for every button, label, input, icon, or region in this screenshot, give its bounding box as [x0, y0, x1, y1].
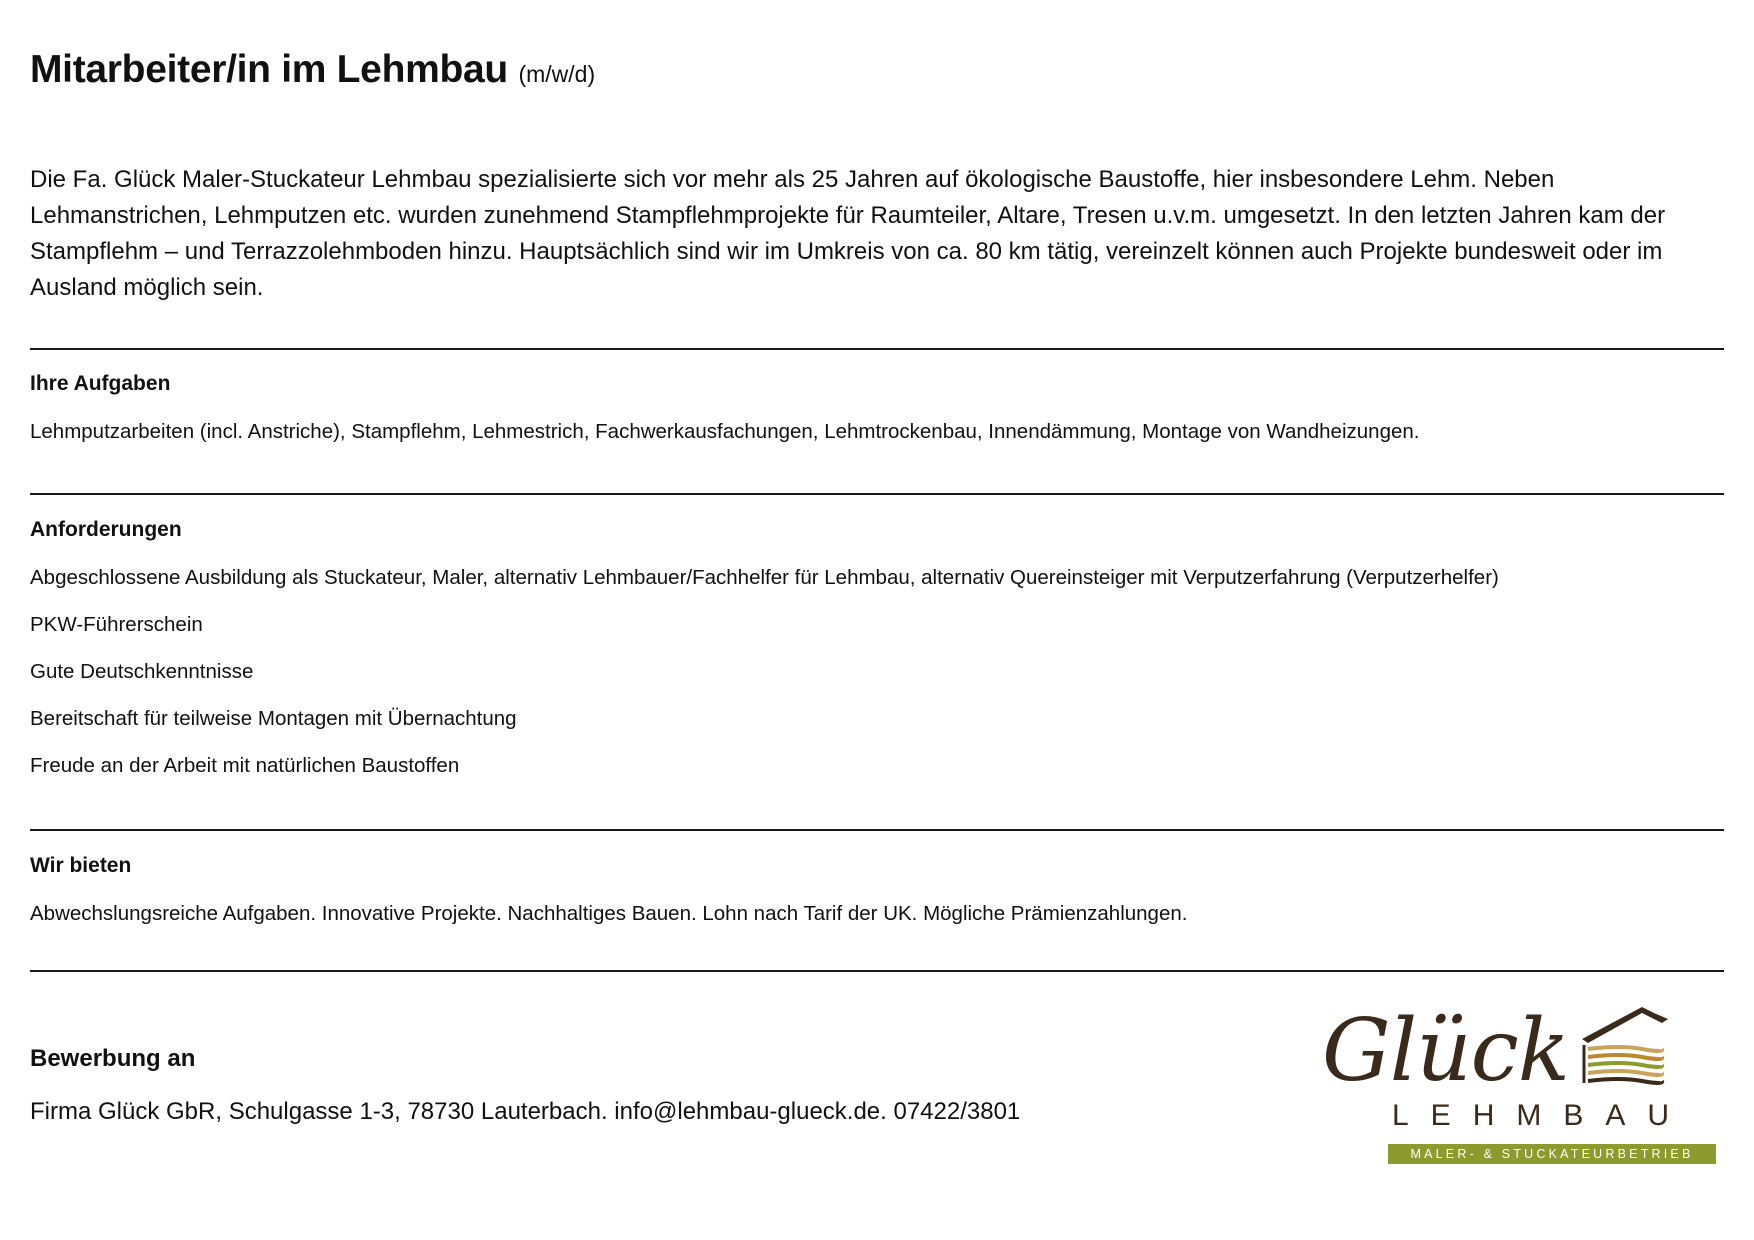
- divider: [30, 493, 1724, 495]
- logo-line: LEHMBAU: [1392, 1099, 1692, 1132]
- job-title: Mitarbeiter/in im Lehmbau: [30, 48, 508, 91]
- logo-wordmark: Glück: [1322, 1001, 1569, 1101]
- offer-item: Abwechslungsreiche Aufgaben. Innovative Projekte. Nachhaltiges Bauen. Lohn nach Tarif der UK. Mögliche Prämienzahlungen.: [30, 902, 1188, 925]
- intro-paragraph: Die Fa. Glück Maler-Stuckateur Lehmbau spezialisierte sich vor mehr als 25 Jahren auf ökologische Baustoffe, hier insbesondere Lehm. Neben Lehmanstrichen, Lehmputzen etc. wurden zunehmend Stampflehmprojekte für Raumteiler, Altare, Tresen u.v.m. umgesetzt. In den letzten Jahren kam der Stampflehm – und Terrazzolehmboden hinzu. Hauptsächlich sind wir im Umkreis von ca. 80 km tätig, vereinzelt können auch Projekte bundesweit oder im Ausland möglich sein.: [30, 166, 1666, 301]
- page-title: [30, 48, 595, 92]
- requirement-item: PKW-Führerschein: [30, 613, 203, 636]
- divider: [30, 970, 1724, 972]
- requirement-item: Gute Deutschkenntnisse: [30, 660, 254, 683]
- divider: [30, 348, 1724, 350]
- job-title-suffix: (m/w/d): [518, 61, 596, 87]
- section-heading-requirements: Anforderungen: [30, 518, 182, 541]
- task-item: Lehmputzarbeiten (incl. Anstriche), Stampflehm, Lehmestrich, Fachwerkausfachungen, Lehmtrockenbau, Innendämmung, Montage von Wandheizungen.: [30, 420, 1420, 443]
- logo-tagline: MALER- & STUCKATEURBETRIEB: [1388, 1144, 1716, 1164]
- section-heading-offer: Wir bieten: [30, 854, 132, 877]
- application-heading: Bewerbung an: [30, 1045, 196, 1072]
- requirement-item: Bereitschaft für teilweise Montagen mit Übernachtung: [30, 707, 517, 730]
- divider: [30, 829, 1724, 831]
- section-heading-tasks: Ihre Aufgaben: [30, 372, 171, 395]
- company-logo: [1320, 1001, 1720, 1170]
- application-contact: Firma Glück GbR, Schulgasse 1-3, 78730 Lauterbach. info@lehmbau-glueck.de. 07422/3801: [30, 1098, 1021, 1125]
- requirement-item: Abgeschlossene Ausbildung als Stuckateur, Maler, alternativ Lehmbauer/Fachhelfer für Lehmbau, alternativ Quereinsteiger mit Verputzerfahrung (Verputzerhelfer): [30, 566, 1499, 589]
- requirement-item: Freude an der Arbeit mit natürlichen Baustoffen: [30, 754, 460, 777]
